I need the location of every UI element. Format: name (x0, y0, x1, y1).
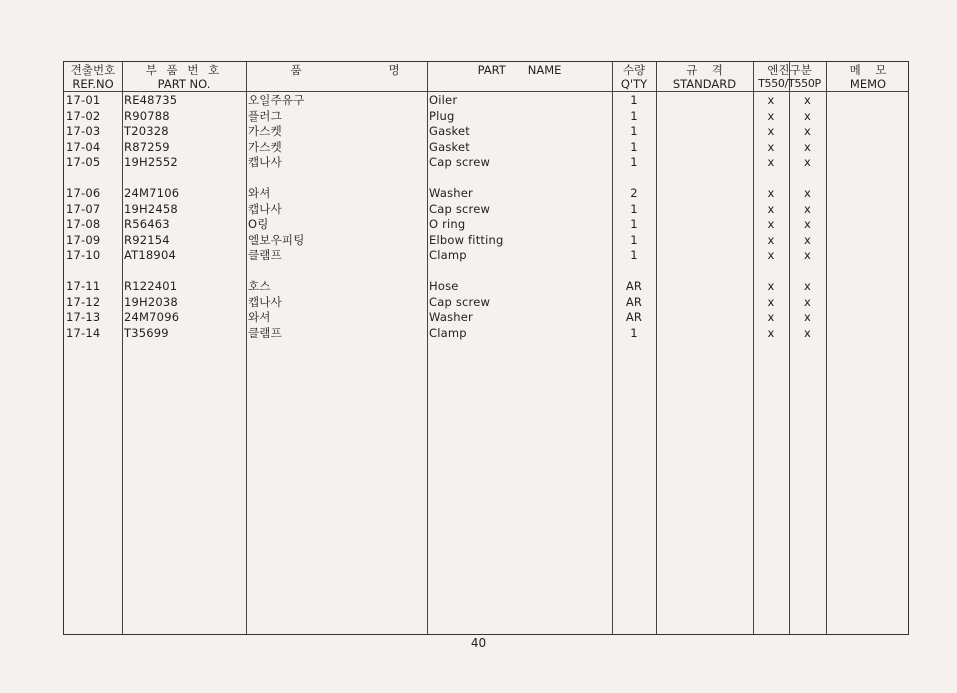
korean-name-cell: 플러그 (248, 108, 282, 123)
qty-cell: 1 (630, 93, 638, 107)
part-name-cell: Cap screw (429, 155, 491, 169)
qty-cell: 1 (630, 325, 638, 340)
t550p-mark-cell: x (803, 294, 811, 309)
t550p-mark-cell: x (803, 248, 811, 262)
header-memo-ko: 메 모 (849, 63, 887, 77)
part-no-cell: R87259 (124, 139, 170, 154)
part-name-cell: Clamp (429, 248, 467, 262)
part-no-cell: T35699 (124, 325, 169, 340)
korean-name-cell: 캡나사 (248, 155, 282, 169)
t550p-mark-cell: x (803, 108, 811, 123)
ref-no-cell: 17-08 (66, 217, 101, 231)
part-name-cell: Hose (429, 279, 459, 293)
header-pum: 품 (290, 63, 302, 77)
part-name-cell: Plug (429, 108, 455, 123)
t550p-mark-cell: x (803, 201, 811, 216)
header-engine-ko: 엔진구분 (767, 63, 812, 77)
korean-name-cell: 와셔 (248, 186, 271, 200)
t550-mark-cell: x (767, 310, 775, 324)
qty-cell: AR (625, 279, 643, 293)
t550p-mark-cell: x (803, 310, 811, 324)
part-name-cell: Gasket (429, 124, 470, 138)
qty-cell: AR (625, 294, 643, 309)
qty-cell: 2 (630, 186, 638, 200)
t550-mark-cell: x (767, 124, 775, 138)
header-ref-en: REF.NO (72, 77, 114, 91)
t550-mark-cell: x (767, 201, 775, 216)
header-std-en: STANDARD (672, 77, 737, 91)
qty-cell: 1 (630, 139, 638, 154)
qty-cell: 1 (630, 232, 638, 247)
korean-name-cell: 클램프 (248, 248, 282, 262)
korean-name-cell: 호스 (248, 279, 271, 293)
part-no-cell: 24M7096 (124, 310, 180, 324)
t550-mark-cell: x (767, 279, 775, 293)
header-qty-ko: 수량 (622, 63, 646, 77)
ref-no-cell: 17-06 (66, 186, 101, 200)
header-ref-ko: 견출번호 (70, 63, 116, 77)
qty-cell: 1 (630, 217, 638, 231)
part-no-cell: 19H2038 (124, 294, 178, 309)
part-no-cell: 19H2458 (124, 201, 178, 216)
column-divider (246, 62, 247, 634)
qty-cell: 1 (630, 201, 638, 216)
t550-mark-cell: x (767, 248, 775, 262)
part-name-cell: Washer (429, 310, 473, 324)
t550-mark-cell: x (767, 108, 775, 123)
korean-name-cell: 가스켓 (248, 124, 282, 138)
header-part-name-en: PART NAME (477, 63, 562, 77)
column-divider (656, 62, 657, 634)
t550-mark-cell: x (767, 93, 775, 107)
column-divider (427, 62, 428, 634)
part-name-cell: O ring (429, 217, 466, 231)
ref-no-cell: 17-05 (66, 155, 101, 169)
qty-cell: 1 (630, 124, 638, 138)
t550p-mark-cell: x (803, 325, 811, 340)
header-part-no-ko: 부 품 번 호 (145, 63, 223, 77)
ref-no-cell: 17-03 (66, 124, 101, 138)
part-name-cell: Oiler (429, 93, 458, 107)
part-name-cell: Elbow fitting (429, 232, 504, 247)
part-no-cell: T20328 (124, 124, 169, 138)
korean-name-cell: 캡나사 (248, 201, 282, 216)
korean-name-cell: 와셔 (248, 310, 271, 324)
qty-cell: 1 (630, 155, 638, 169)
t550p-mark-cell: x (803, 217, 811, 231)
part-name-cell: Cap screw (429, 294, 491, 309)
parts-table (63, 61, 909, 635)
part-name-cell: Washer (429, 186, 473, 200)
korean-name-cell: 캡나사 (248, 294, 282, 309)
t550-mark-cell: x (767, 232, 775, 247)
ref-no-cell: 17-11 (66, 279, 101, 293)
page-number: 40 (470, 636, 487, 650)
part-no-cell: R56463 (124, 217, 170, 231)
part-no-cell: 19H2552 (124, 155, 178, 169)
t550-mark-cell: x (767, 294, 775, 309)
part-no-cell: R92154 (124, 232, 170, 247)
column-divider (122, 62, 123, 634)
t550-mark-cell: x (767, 325, 775, 340)
ref-no-cell: 17-07 (66, 201, 101, 216)
part-name-cell: Gasket (429, 139, 470, 154)
t550-mark-cell: x (767, 155, 775, 169)
part-name-cell: Clamp (429, 325, 467, 340)
part-no-cell: R122401 (124, 279, 178, 293)
ref-no-cell: 17-09 (66, 232, 101, 247)
header-myeong: 명 (388, 63, 400, 77)
part-name-cell: Cap screw (429, 201, 491, 216)
header-std-ko: 규 격 (686, 63, 723, 77)
ref-no-cell: 17-04 (66, 139, 101, 154)
part-no-cell: 24M7106 (124, 186, 180, 200)
qty-cell: 1 (630, 108, 638, 123)
header-qty-en: Q'TY (620, 77, 648, 91)
korean-name-cell: 클램프 (248, 325, 282, 340)
qty-cell: AR (625, 310, 643, 324)
ref-no-cell: 17-12 (66, 294, 101, 309)
header-memo-en: MEMO (849, 77, 887, 91)
t550p-mark-cell: x (803, 186, 811, 200)
t550-mark-cell: x (767, 139, 775, 154)
ref-no-cell: 17-01 (66, 93, 101, 107)
ref-no-cell: 17-10 (66, 248, 101, 262)
t550-mark-cell: x (767, 186, 775, 200)
t550p-mark-cell: x (803, 155, 811, 169)
t550-mark-cell: x (767, 217, 775, 231)
korean-name-cell: 가스켓 (248, 139, 282, 154)
korean-name-cell: 엘보우피팅 (248, 232, 305, 247)
korean-name-cell: 오일주유구 (248, 93, 305, 107)
header-part-no-en: PART NO. (157, 77, 211, 91)
t550p-mark-cell: x (803, 93, 811, 107)
ref-no-cell: 17-02 (66, 108, 101, 123)
korean-name-cell: O링 (248, 217, 269, 231)
t550p-mark-cell: x (803, 139, 811, 154)
ref-no-cell: 17-14 (66, 325, 101, 340)
header-divider (64, 91, 908, 92)
part-no-cell: R90788 (124, 108, 170, 123)
header-engine-en: T550/T550P (758, 77, 821, 90)
ref-no-cell: 17-13 (66, 310, 101, 324)
t550p-mark-cell: x (803, 124, 811, 138)
t550p-mark-cell: x (803, 232, 811, 247)
qty-cell: 1 (630, 248, 638, 262)
part-no-cell: RE48735 (124, 93, 178, 107)
column-divider (826, 62, 827, 634)
t550p-mark-cell: x (803, 279, 811, 293)
part-no-cell: AT18904 (124, 248, 176, 262)
